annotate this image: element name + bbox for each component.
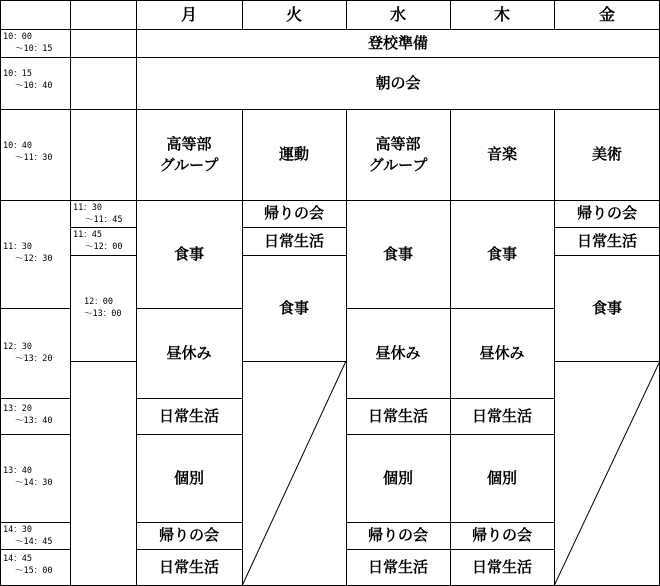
cell-mon-group: 高等部 グループ bbox=[159, 135, 219, 174]
cell-thu-homeroom-end: 帰りの会 bbox=[471, 526, 532, 545]
cell-wed-daily-life-2: 日常生活 bbox=[367, 558, 428, 577]
sub-time-slot: 12：00 ～13：00 bbox=[84, 297, 122, 319]
time-slot: 14：45 ～15：00 bbox=[3, 554, 53, 576]
cell-fri-meal: 食事 bbox=[591, 298, 622, 317]
cell-fri-homeroom-end: 帰りの会 bbox=[576, 204, 637, 223]
sub-time-slot: 11：30 ～11：45 bbox=[73, 203, 123, 225]
sub-time-slot: 11：45 ～12：00 bbox=[73, 230, 123, 252]
cell-tue-daily-life: 日常生活 bbox=[263, 231, 324, 250]
time-slot: 10：15 ～10：40 bbox=[3, 69, 53, 91]
header-wed: 水 bbox=[389, 4, 406, 24]
time-slot: 11：30 ～12：30 bbox=[3, 242, 53, 264]
time-slot: 13：20 ～13：40 bbox=[3, 404, 53, 426]
cell-mon-daily-life: 日常生活 bbox=[158, 406, 219, 425]
header-tue: 火 bbox=[285, 4, 302, 24]
cell-mon-daily-life-2: 日常生活 bbox=[158, 558, 219, 577]
time-slot: 10：00 ～10：15 bbox=[3, 32, 53, 54]
cell-mon-individual: 個別 bbox=[173, 468, 204, 487]
cell-tue-exercise: 運動 bbox=[278, 145, 309, 164]
cell-thu-daily-life: 日常生活 bbox=[471, 406, 532, 425]
cell-wed-lunch-break: 昼休み bbox=[375, 343, 421, 362]
cell-tue-meal: 食事 bbox=[278, 298, 309, 317]
cell-thu-music: 音楽 bbox=[486, 145, 517, 164]
header-fri: 金 bbox=[598, 4, 615, 24]
header-thu: 木 bbox=[493, 4, 510, 24]
cell-wed-homeroom-end: 帰りの会 bbox=[367, 526, 428, 545]
cell-arrival-prep: 登校準備 bbox=[367, 33, 428, 52]
time-slot: 12：30 ～13：20 bbox=[3, 342, 53, 364]
time-slot: 13：40 ～14：30 bbox=[3, 466, 53, 488]
cell-fri-daily-life: 日常生活 bbox=[576, 231, 637, 250]
cell-wed-meal: 食事 bbox=[382, 244, 413, 263]
cell-thu-lunch-break: 昼休み bbox=[479, 343, 525, 362]
cell-mon-lunch-break: 昼休み bbox=[166, 343, 212, 362]
cell-fri-art: 美術 bbox=[591, 145, 622, 164]
cell-mon-homeroom-end: 帰りの会 bbox=[158, 526, 219, 545]
cell-wed-daily-life: 日常生活 bbox=[367, 406, 428, 425]
time-slot: 14：30 ～14：45 bbox=[3, 525, 53, 547]
cell-mon-meal: 食事 bbox=[173, 244, 204, 263]
header-mon: 月 bbox=[180, 4, 197, 24]
cell-thu-daily-life-2: 日常生活 bbox=[471, 558, 532, 577]
cell-tue-homeroom-end: 帰りの会 bbox=[263, 204, 324, 223]
cell-morning-meeting: 朝の会 bbox=[375, 73, 421, 92]
cell-thu-individual: 個別 bbox=[486, 468, 517, 487]
cell-wed-individual: 個別 bbox=[382, 468, 413, 487]
time-slot: 10：40 ～11：30 bbox=[3, 141, 53, 163]
cell-wed-group: 高等部 グループ bbox=[368, 135, 428, 174]
cell-thu-meal: 食事 bbox=[486, 244, 517, 263]
